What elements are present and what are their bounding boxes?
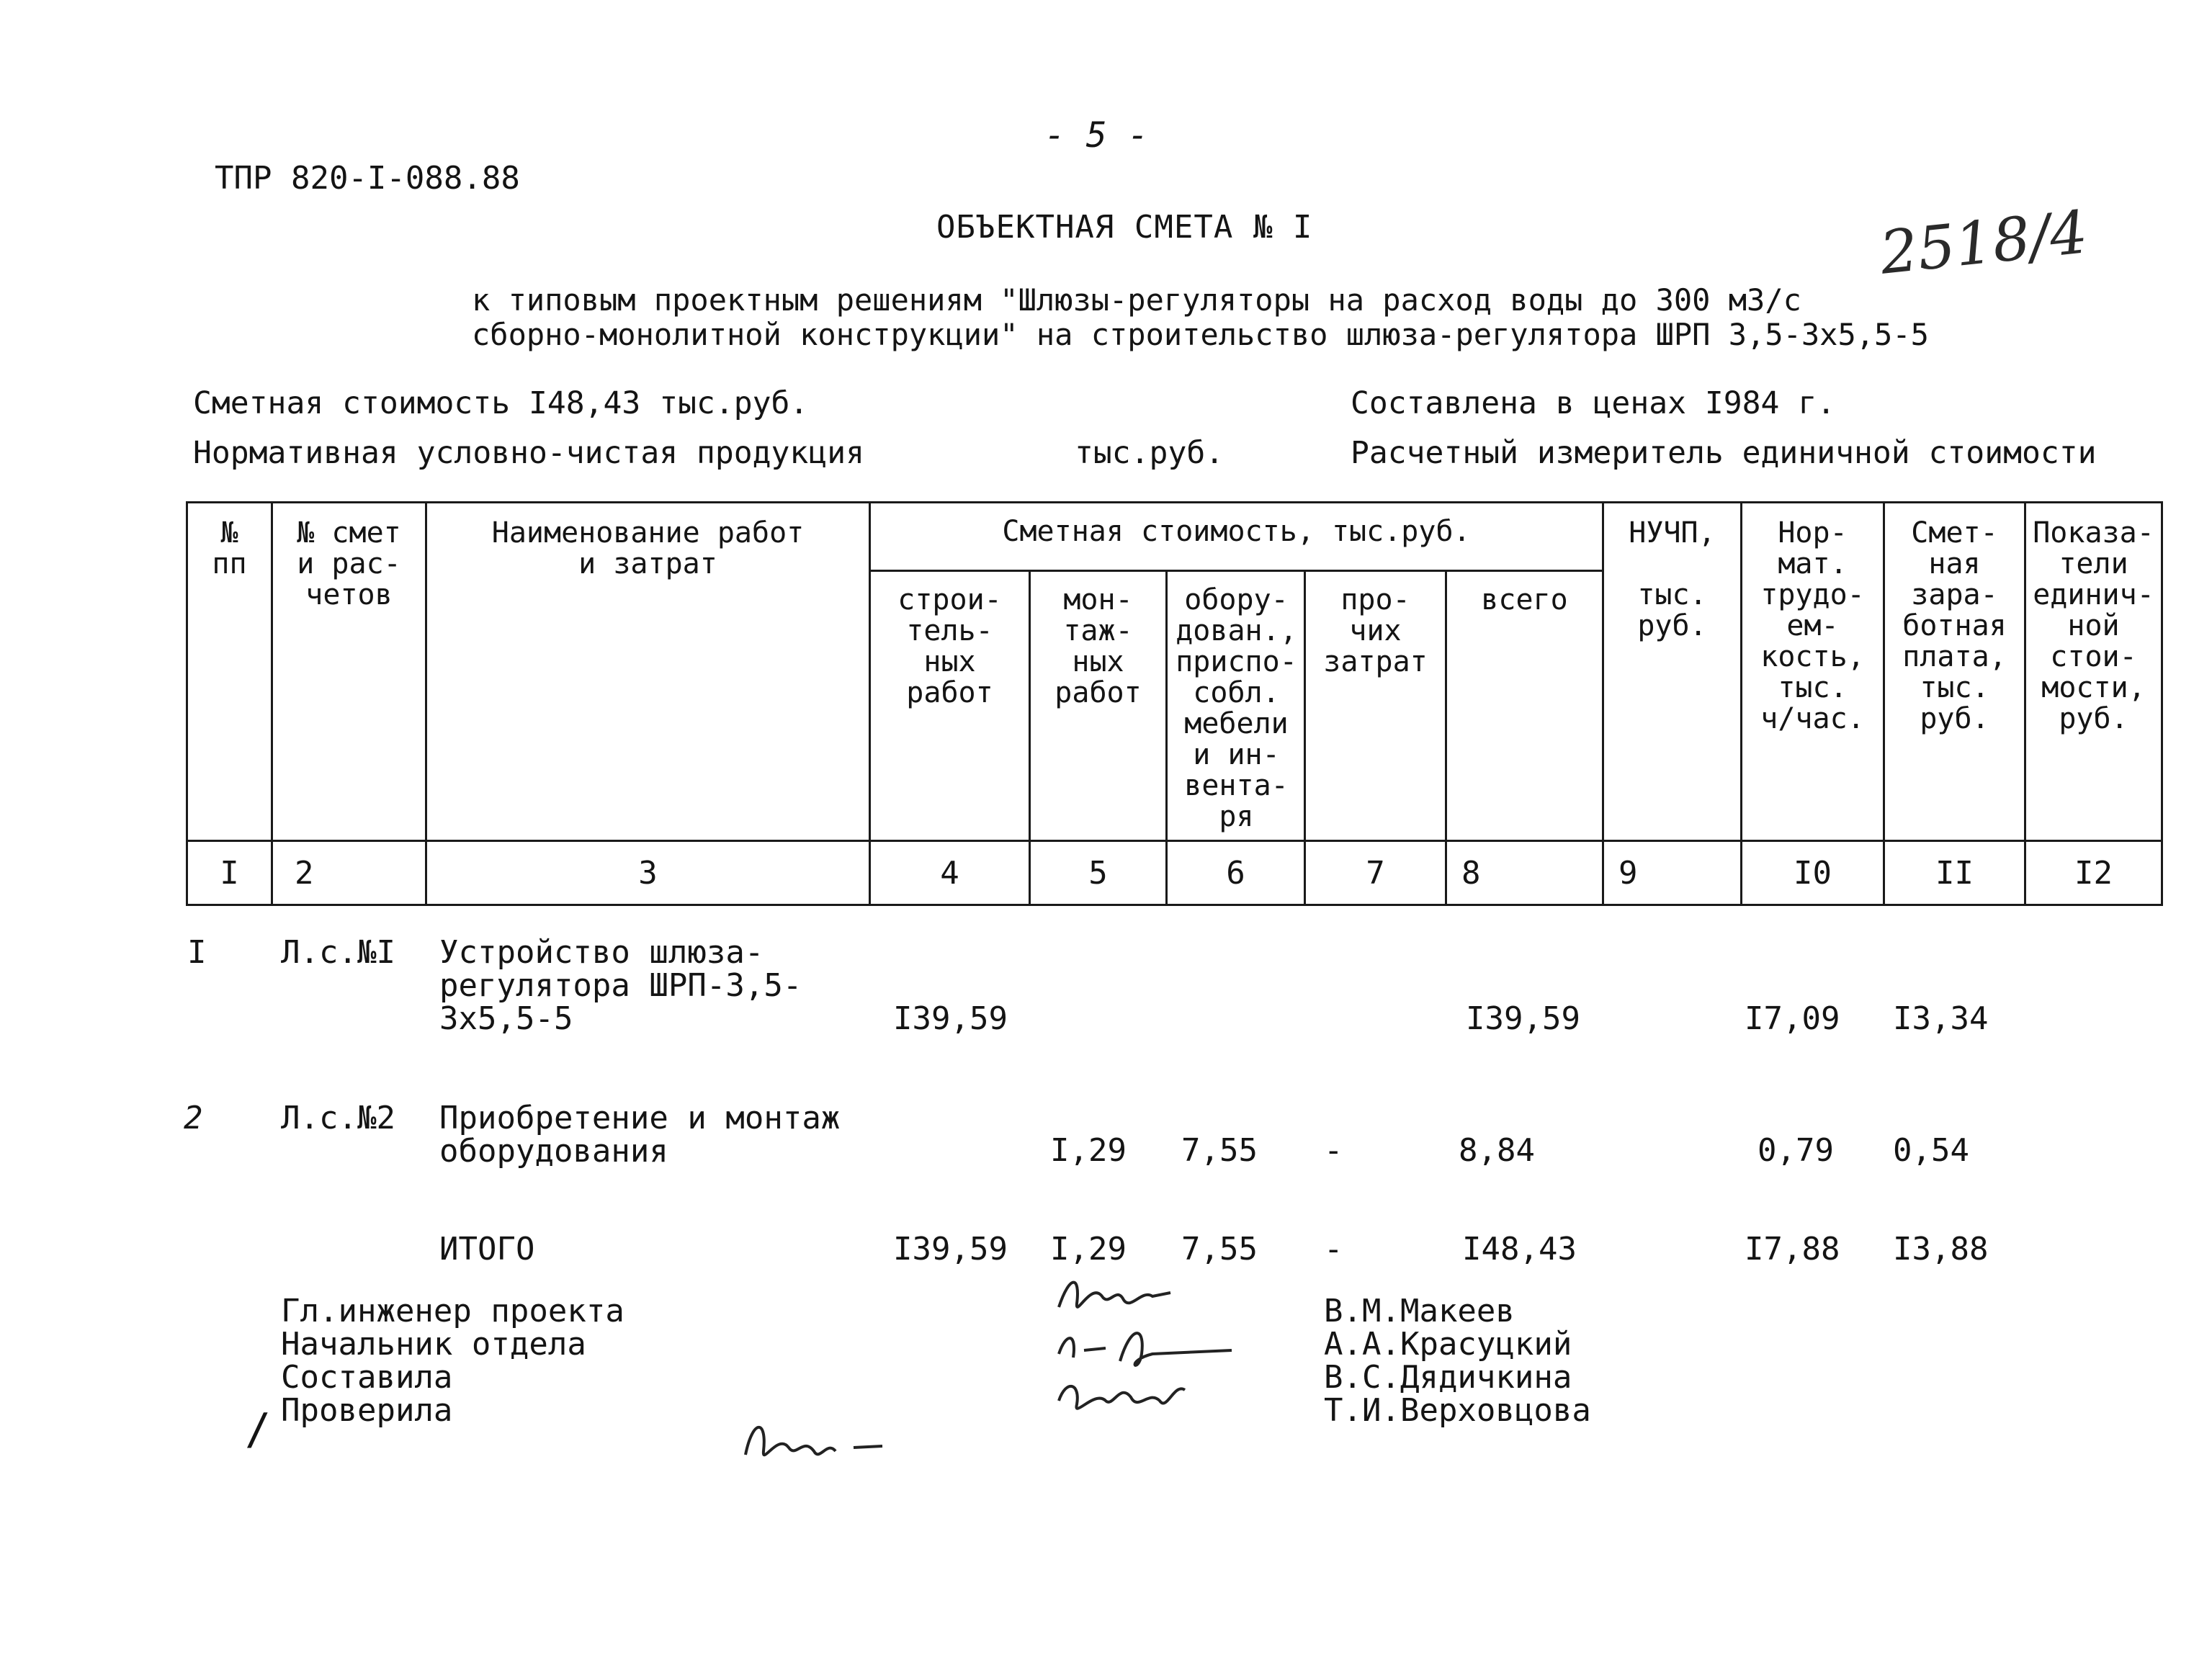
- row-2-name: Приобретение и монтаж оборудования: [439, 1100, 841, 1170]
- row-1-construction: I39,59: [893, 1000, 1008, 1037]
- table-header-row: [187, 503, 2162, 571]
- estimate-table: [186, 501, 2163, 906]
- column-numbers-row: [187, 841, 2162, 905]
- estimated-cost: Сметная стоимость I48,43 тыс.руб.: [193, 385, 809, 421]
- header-total: всего: [1446, 571, 1603, 841]
- total-total: I48,43: [1462, 1231, 1577, 1268]
- subtitle-line-2: сборно-монолитной конструкции" на строительство шлюза-регулятора ШРП 3,5-3x5,5-5: [472, 317, 1929, 352]
- document-title: ОБЪЕКТНАЯ СМЕТА № I: [936, 209, 1313, 246]
- row-2-installation: I,29: [1050, 1132, 1127, 1169]
- row-1-labor: I7,09: [1745, 1000, 1840, 1037]
- row-2-number: 2: [184, 1100, 203, 1136]
- column-number: 3: [426, 841, 870, 905]
- row-2-wages: 0,54: [1893, 1132, 1969, 1169]
- column-number: 2: [272, 841, 426, 905]
- header-work-name: Наименование работ и затрат: [426, 503, 870, 841]
- total-installation: I,29: [1050, 1231, 1127, 1268]
- signature-names: В.М.Макеев А.А.Красуцкий В.С.Дядичкина Т.И.Верховцова: [1324, 1293, 1591, 1429]
- row-1-estimate: Л.с.№I: [281, 934, 395, 971]
- signature-roles: Гл.инженер проекта Начальник отдела Составила Проверила: [281, 1293, 624, 1429]
- handwritten-signature-4: [735, 1412, 893, 1469]
- total-label: ИТОГО: [439, 1231, 535, 1268]
- row-2-labor: 0,79: [1757, 1132, 1834, 1169]
- header-estimate-number: № смет и рас- четов: [272, 503, 426, 841]
- row-1-number: I: [187, 934, 207, 971]
- column-number: 4: [870, 841, 1030, 905]
- column-number: 8: [1446, 841, 1603, 905]
- column-number: I0: [1742, 841, 1884, 905]
- column-number: II: [1884, 841, 2025, 905]
- row-1-name: Устройство шлюза- регулятора ШРП-3,5- 3x5,5-5: [439, 934, 802, 1037]
- total-equipment: 7,55: [1181, 1231, 1258, 1268]
- column-number: 7: [1305, 841, 1446, 905]
- total-labor: I7,88: [1745, 1231, 1840, 1268]
- row-2-equipment: 7,55: [1181, 1132, 1258, 1169]
- header-other-costs: про- чих затрат: [1305, 571, 1446, 841]
- header-wages: Смет- ная зара- ботная плата, тыс. руб.: [1884, 503, 2025, 841]
- row-2-other: -: [1324, 1132, 1343, 1169]
- handwritten-registration-number: 2518/4: [1876, 198, 2091, 288]
- total-other: -: [1324, 1231, 1343, 1268]
- row-2-estimate: Л.с.№2: [281, 1100, 395, 1136]
- row-1-wages: I3,34: [1893, 1000, 1989, 1037]
- header-estimated-cost-group: Сметная стоимость, тыс.руб.: [870, 503, 1603, 571]
- unit-cost-meter: Расчетный измеритель единичной стоимости: [1351, 435, 2097, 471]
- header-unit-cost: Показа- тели единич- ной стои- мости, руб.: [2025, 503, 2162, 841]
- handwritten-signature-3: [1052, 1368, 1196, 1426]
- header-construction-works: строи- тель- ных работ: [870, 571, 1030, 841]
- column-number: I: [187, 841, 272, 905]
- header-nuchp: НУЧП, тыс. руб.: [1603, 503, 1742, 841]
- column-number: I2: [2025, 841, 2162, 905]
- page-number: - 5 -: [1044, 115, 1149, 156]
- column-number: 5: [1030, 841, 1167, 905]
- margin-slash-mark: /: [245, 1404, 272, 1455]
- header-row-number: № пп: [187, 503, 272, 841]
- column-number: 6: [1167, 841, 1305, 905]
- subtitle-line-1: к типовым проектным решениям "Шлюзы-регуляторы на расход воды до 300 м3/с: [472, 282, 1801, 318]
- row-2-total: 8,84: [1459, 1132, 1535, 1169]
- header-installation-works: мон- таж- ных работ: [1030, 571, 1167, 841]
- header-equipment: обору- дован., приспо- собл. мебели и ин- вента- ря: [1167, 571, 1305, 841]
- column-number: 9: [1603, 841, 1742, 905]
- total-wages: I3,88: [1893, 1231, 1989, 1268]
- document-code: ТПР 820-I-088.88: [215, 160, 520, 197]
- header-labor-intensity: Нор- мат. трудо- ем- кость, тыс. ч/час.: [1742, 503, 1884, 841]
- prices-year: Составлена в ценах I984 г.: [1351, 385, 1836, 421]
- total-construction: I39,59: [893, 1231, 1008, 1268]
- normative-product-unit: тыс.руб.: [1075, 435, 1224, 471]
- row-1-total: I39,59: [1466, 1000, 1580, 1037]
- normative-product-label: Нормативная условно-чистая продукция: [193, 435, 864, 471]
